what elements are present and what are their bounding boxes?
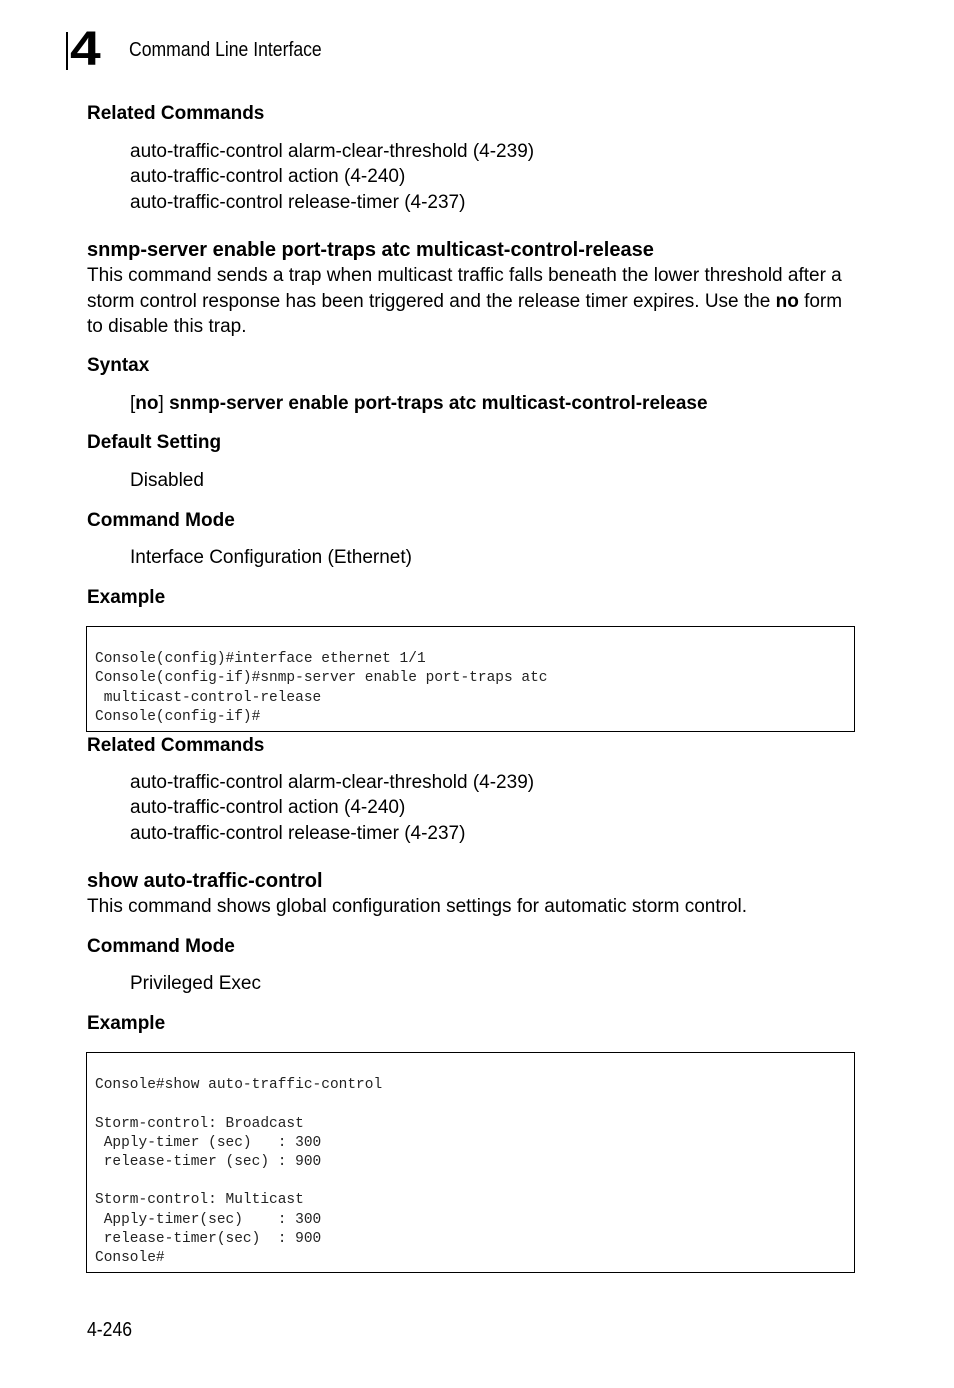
syntax-heading: Syntax	[87, 355, 150, 376]
description-text: This command sends a trap when multicast traffic falls beneath the lower threshold after a storm control response has been triggered and the release timer expires. Use the	[87, 265, 842, 312]
code-line: Apply-timer (sec) : 300	[95, 1134, 322, 1151]
code-line: release-timer(sec) : 900	[95, 1230, 322, 1247]
syntax-bracket-close: ]	[158, 393, 170, 414]
related-command-item: auto-traffic-control alarm-clear-threshold (4-239)	[130, 141, 535, 162]
chapter-number: 4	[70, 23, 101, 76]
command-mode-heading: Command Mode	[87, 510, 235, 531]
default-setting-value: Disabled	[130, 470, 204, 491]
related-command-item: auto-traffic-control action (4-240)	[130, 166, 406, 187]
example-code-box	[86, 1052, 855, 1273]
code-line: release-timer (sec) : 900	[95, 1153, 322, 1170]
description-text: form to disable this trap.	[87, 290, 843, 337]
related-command-item: auto-traffic-control action (4-240)	[130, 797, 406, 818]
related-command-item: auto-traffic-control release-timer (4-237)	[130, 192, 466, 213]
code-line: Console(config-if)#	[95, 708, 261, 725]
command-mode-heading: Command Mode	[87, 936, 235, 957]
code-line	[95, 1172, 854, 1191]
chapter-marker-bar	[66, 32, 68, 70]
example-heading: Example	[87, 587, 166, 608]
command-description	[87, 263, 857, 340]
chapter-marker	[66, 23, 108, 76]
code-line: Console#show auto-traffic-control	[95, 1077, 383, 1094]
running-header-title: Command Line Interface	[129, 39, 322, 61]
related-commands-heading: Related Commands	[87, 103, 265, 124]
code-line: multicast-control-release	[95, 689, 322, 706]
command-mode-value: Interface Configuration (Ethernet)	[130, 547, 412, 568]
syntax-bracket-open: [	[130, 393, 136, 414]
example-code-box	[86, 626, 855, 732]
code-line: Storm-control: Broadcast	[95, 1115, 304, 1132]
example-heading: Example	[87, 1013, 166, 1034]
related-command-item: auto-traffic-control release-timer (4-237)	[130, 823, 466, 844]
code-line: Apply-timer(sec) : 300	[95, 1211, 322, 1228]
related-command-item: auto-traffic-control alarm-clear-threshold (4-239)	[130, 772, 535, 793]
command-title: snmp-server enable port-traps atc multicast-control-release	[87, 239, 654, 261]
syntax-command: snmp-server enable port-traps atc multicast-control-release	[169, 393, 708, 414]
code-line: Console(config-if)#snmp-server enable port-traps atc	[95, 670, 548, 687]
command-title: show auto-traffic-control	[87, 870, 323, 892]
related-commands-heading: Related Commands	[87, 735, 265, 756]
syntax-line	[130, 391, 708, 417]
default-setting-heading: Default Setting	[87, 432, 222, 453]
code-line	[95, 1095, 854, 1114]
code-line: Console#	[95, 1249, 165, 1266]
command-mode-value: Privileged Exec	[130, 973, 261, 994]
description-keyword: no	[775, 290, 799, 312]
page-number: 4-246	[87, 1319, 133, 1341]
code-line: Console(config)#interface ethernet 1/1	[95, 651, 426, 668]
code-line: Storm-control: Multicast	[95, 1192, 304, 1209]
syntax-no-keyword: no	[135, 393, 159, 414]
command-description: This command shows global configuration settings for automatic storm control.	[87, 896, 748, 917]
